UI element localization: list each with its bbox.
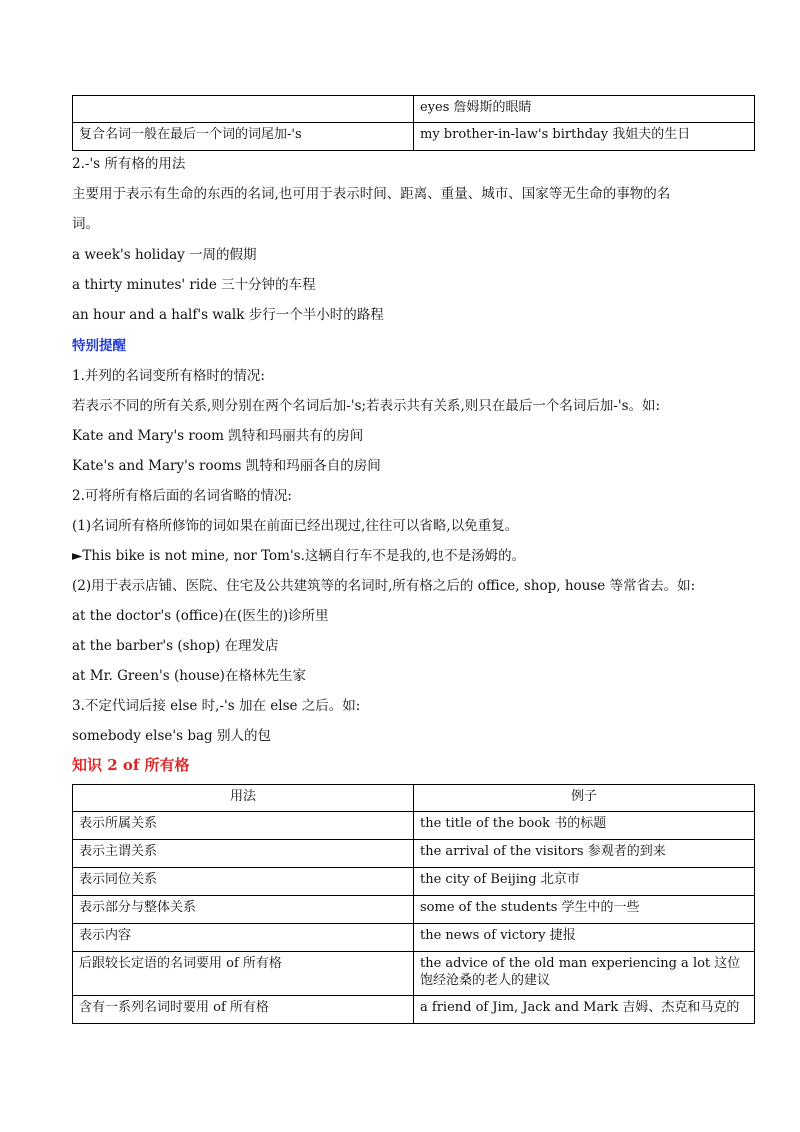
example-line: Kate and Mary's room 凯特和玛丽共有的房间 bbox=[72, 428, 364, 444]
table-cell: the news of victory 捷报 bbox=[414, 924, 755, 952]
table-row bbox=[73, 123, 755, 151]
table-row bbox=[73, 868, 755, 896]
example-line: somebody else's bag 别人的包 bbox=[72, 728, 271, 744]
table-cell: 含有一系列名词时要用 of 所有格 bbox=[73, 996, 414, 1024]
table-cell: the title of the book 书的标题 bbox=[414, 812, 755, 840]
table-cell: 表示所属关系 bbox=[73, 812, 414, 840]
column-header: 用法 bbox=[73, 785, 414, 812]
table-cell: some of the students 学生中的一些 bbox=[414, 896, 755, 924]
paragraph-line: (1)名词所有格所修饰的词如果在前面已经出现过,往往可以省略,以免重复。 bbox=[72, 518, 519, 534]
possessive-table-top bbox=[72, 95, 755, 151]
table-cell: eyes 詹姆斯的眼睛 bbox=[414, 96, 755, 123]
paragraph-line: (2)用于表示店铺、医院、住宅及公共建筑等的名词时,所有格之后的 office, shop, house 等常省去。如: bbox=[72, 578, 696, 594]
table-cell: the city of Beijing 北京市 bbox=[414, 868, 755, 896]
table-row bbox=[73, 996, 755, 1024]
table-cell: 表示同位关系 bbox=[73, 868, 414, 896]
paragraph-line: 词。 bbox=[72, 216, 99, 232]
example-line: a week's holiday 一周的假期 bbox=[72, 247, 257, 263]
section-heading: 2.-'s 所有格的用法 bbox=[72, 156, 186, 172]
paragraph-line: 3.不定代词后接 else 时,-'s 加在 else 之后。如: bbox=[72, 698, 361, 714]
column-header: 例子 bbox=[414, 785, 755, 812]
table-cell: the advice of the old man experiencing a lot 这位饱经沧桑的老人的建议 bbox=[414, 952, 755, 996]
example-line: at the doctor's (office)在(医生的)诊所里 bbox=[72, 608, 329, 624]
table-cell: 后跟较长定语的名词要用 of 所有格 bbox=[73, 952, 414, 996]
special-note-heading: 特别提醒 bbox=[72, 338, 126, 354]
table-row bbox=[73, 924, 755, 952]
example-line: Kate's and Mary's rooms 凯特和玛丽各自的房间 bbox=[72, 458, 381, 474]
table-cell: a friend of Jim, Jack and Mark 吉姆、杰克和马克的 bbox=[414, 996, 755, 1024]
table-row bbox=[73, 96, 755, 123]
example-line: ►This bike is not mine, nor Tom's.这辆自行车不是我的,也不是汤姆的。 bbox=[72, 548, 526, 564]
table-cell: the arrival of the visitors 参观者的到来 bbox=[414, 840, 755, 868]
table-cell: 表示部分与整体关系 bbox=[73, 896, 414, 924]
example-line: at the barber's (shop) 在理发店 bbox=[72, 638, 279, 654]
table-row bbox=[73, 840, 755, 868]
example-line: at Mr. Green's (house)在格林先生家 bbox=[72, 668, 306, 684]
table-row bbox=[73, 896, 755, 924]
paragraph-line: 主要用于表示有生命的东西的名词,也可用于表示时间、距离、重量、城市、国家等无生命的事物的名 bbox=[72, 186, 671, 202]
table-row bbox=[73, 952, 755, 996]
example-line: an hour and a half's walk 步行一个半小时的路程 bbox=[72, 307, 384, 323]
table-row bbox=[73, 812, 755, 840]
paragraph-line: 若表示不同的所有关系,则分别在两个名词后加-'s;若表示共有关系,则只在最后一个名词后加-'s。如: bbox=[72, 398, 661, 414]
table-cell: my brother-in-law's birthday 我姐夫的生日 bbox=[414, 123, 755, 151]
paragraph-line: 2.可将所有格后面的名词省略的情况: bbox=[72, 488, 292, 504]
table-cell: 表示内容 bbox=[73, 924, 414, 952]
of-possessive-table bbox=[72, 784, 755, 1024]
table-header-row bbox=[73, 785, 755, 812]
knowledge-heading: 知识 2 of 所有格 bbox=[72, 756, 190, 774]
paragraph-line: 1.并列的名词变所有格时的情况: bbox=[72, 368, 265, 384]
table-cell: 表示主谓关系 bbox=[73, 840, 414, 868]
table-cell bbox=[73, 96, 414, 123]
table-cell: 复合名词一般在最后一个词的词尾加-'s bbox=[73, 123, 414, 151]
example-line: a thirty minutes' ride 三十分钟的车程 bbox=[72, 277, 316, 293]
